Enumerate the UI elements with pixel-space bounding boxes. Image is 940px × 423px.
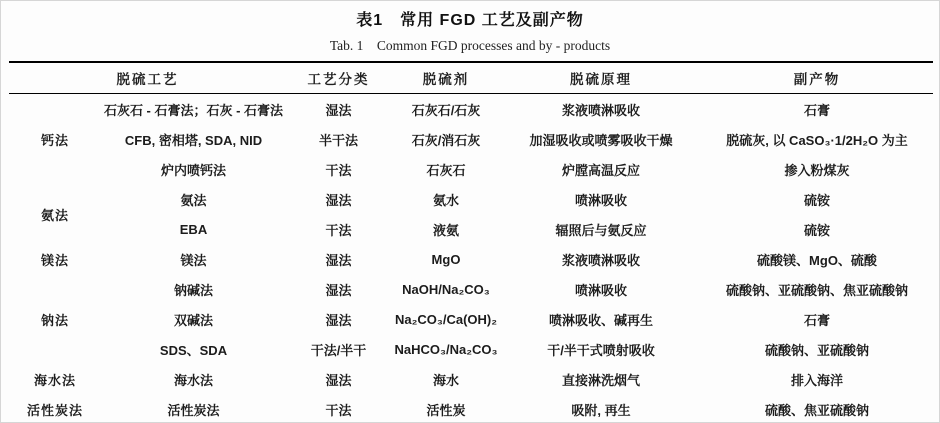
cell-process: SDS、SDA: [159, 342, 228, 358]
cell-agent: 液氨: [432, 222, 459, 238]
cell-agent: Na₂CO₃/Ca(OH)₂: [394, 311, 498, 327]
table-row: [9, 154, 933, 184]
cell-classification: 湿法: [325, 282, 352, 298]
cell-byproduct: 硫铵: [803, 222, 830, 238]
table-row: [9, 334, 933, 364]
col-header-classification: 工艺分类: [286, 62, 391, 94]
fgd-process-table: [9, 61, 933, 423]
cell-process: 活性炭法: [167, 402, 220, 418]
cell-classification: 湿法: [325, 192, 352, 208]
cell-principle: 炉膛高温反应: [561, 162, 640, 178]
cell-classification: 湿法: [325, 102, 352, 118]
group-label-seawater: 海水法: [33, 372, 76, 388]
cell-classification: 湿法: [325, 312, 352, 328]
cell-agent: MgO: [431, 251, 461, 267]
cell-agent: 石灰石/石灰: [411, 102, 481, 118]
cell-agent: 氨水: [432, 192, 459, 208]
group-label-activated-carbon: 活性炭法: [26, 402, 83, 418]
table-row: [9, 364, 933, 394]
cell-byproduct: 石膏: [803, 102, 830, 118]
cell-process: EBA: [179, 221, 208, 237]
cell-byproduct: 硫酸镁、MgO、硫酸: [757, 252, 877, 268]
cell-classification: 干法: [325, 162, 352, 178]
cell-classification: 干法: [325, 222, 352, 238]
table-title-zh: 表1 常用 FGD 工艺及副产物: [356, 12, 584, 29]
cell-byproduct: 脱硫灰, 以 CaSO₃·1/2H₂O 为主: [726, 132, 908, 148]
group-label-ammonia: 氨法: [40, 207, 69, 223]
table-row: [9, 124, 933, 154]
cell-agent: 石灰石: [426, 162, 466, 178]
cell-byproduct: 掺入粉煤灰: [784, 162, 850, 178]
cell-process: 双碱法: [173, 312, 213, 328]
group-label-calcium: 钙法: [40, 132, 69, 148]
cell-principle: 加湿吸收或喷雾吸收干燥: [529, 132, 673, 148]
cell-classification: 干法: [325, 402, 352, 418]
group-label-sodium: 钠法: [40, 312, 69, 328]
table-row: [9, 394, 933, 423]
cell-byproduct: 石膏: [803, 312, 830, 328]
cell-principle: 浆液喷淋吸收: [561, 252, 640, 268]
col-header-agent: 脱硫剂: [391, 62, 501, 94]
cell-principle: 辐照后与氨反应: [555, 222, 647, 238]
cell-process: CFB, 密相塔, SDA, NID: [124, 132, 263, 148]
cell-agent: NaHCO₃/Na₂CO₃: [394, 341, 498, 357]
cell-process: 镁法: [180, 252, 207, 268]
cell-classification: 干法/半干: [310, 342, 367, 358]
table-row: [9, 244, 933, 274]
cell-byproduct: 硫铵: [803, 192, 830, 208]
cell-agent: 海水: [432, 372, 459, 388]
cell-principle: 喷淋吸收: [574, 192, 627, 208]
cell-principle: 干/半干式喷射吸收: [547, 342, 655, 358]
cell-classification: 湿法: [325, 372, 352, 388]
cell-process: 钠碱法: [173, 282, 213, 298]
table-row: [9, 184, 933, 214]
cell-principle: 浆液喷淋吸收: [561, 102, 640, 118]
col-header-principle: 脱硫原理: [501, 62, 701, 94]
cell-byproduct: 排入海洋: [790, 372, 843, 388]
cell-process: 海水法: [173, 372, 213, 388]
table-row: [9, 304, 933, 334]
cell-byproduct: 硫酸钠、亚硫酸钠、焦亚硫酸钠: [725, 282, 908, 298]
cell-principle: 喷淋吸收: [574, 282, 627, 298]
cell-byproduct: 硫酸、焦亚硫酸钠: [764, 402, 869, 418]
cell-classification: 湿法: [325, 252, 352, 268]
table-row: [9, 94, 933, 125]
cell-agent: 石灰/消石灰: [411, 132, 481, 148]
table-row: [9, 214, 933, 244]
cell-principle: 直接淋洗烟气: [561, 372, 640, 388]
col-header-byproduct: 副产物: [701, 62, 933, 94]
group-label-magnesium: 镁法: [40, 252, 69, 268]
table-title-en: Tab. 1 Common FGD processes and by - products: [329, 38, 611, 53]
cell-process: 氨法: [180, 192, 207, 208]
col-header-process: 脱硫工艺: [9, 62, 286, 94]
cell-process: 石灰石 - 石膏法；石灰 - 石膏法: [103, 102, 284, 118]
cell-agent: NaOH/Na₂CO₃: [402, 281, 490, 297]
cell-agent: 活性炭: [426, 402, 466, 418]
table-row: [9, 274, 933, 304]
cell-principle: 吸附, 再生: [571, 402, 631, 418]
cell-principle: 喷淋吸收、碱再生: [548, 312, 653, 328]
table-header-row: [9, 62, 933, 94]
cell-process: 炉内喷钙法: [160, 162, 226, 178]
cell-classification: 半干法: [318, 132, 358, 148]
cell-byproduct: 硫酸钠、亚硫酸钠: [764, 342, 869, 358]
